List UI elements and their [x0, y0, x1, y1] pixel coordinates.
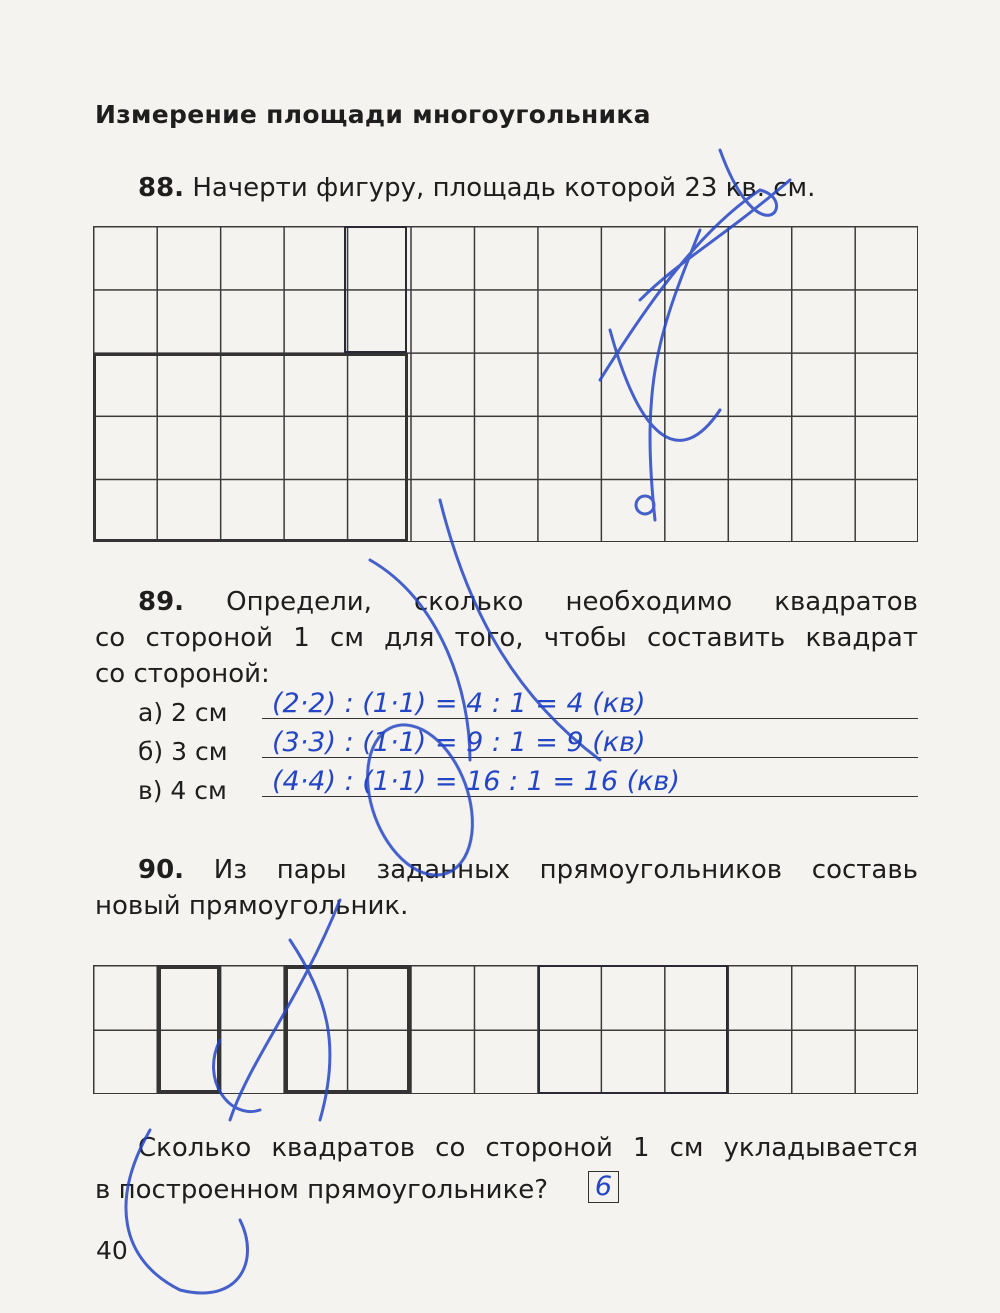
built-rectangle	[538, 965, 728, 1094]
task-90-answer-box[interactable]: 6	[588, 1171, 619, 1203]
task-90-number: 90.	[138, 855, 185, 885]
task-90-question-line2: в построенном прямоугольнике?	[95, 1175, 549, 1205]
task-89-line3: со стороной:	[95, 659, 270, 689]
task-88	[138, 170, 858, 206]
task-89-number: 89.	[138, 587, 185, 617]
task-89-text-1: Определи, сколько необходимо квадратов	[226, 587, 918, 617]
drawn-figure-body	[93, 353, 408, 542]
option-b-label: б) 3 см	[138, 737, 228, 766]
task-89-line1	[138, 584, 918, 620]
task-90-question-line1: Сколько квадратов со стороной 1 см укладывается	[138, 1133, 918, 1163]
task-90-text-1: Из пары заданных прямоугольников составь	[213, 855, 918, 885]
task-90-line1	[138, 852, 918, 888]
option-b-answer: (3·3) : (1·1) = 9 : 1 = 9 (кв)	[272, 727, 646, 758]
page-number: 40	[96, 1236, 128, 1265]
option-a-answer: (2·2) : (1·1) = 4 : 1 = 4 (кв)	[272, 688, 646, 719]
option-c-answer: (4·4) : (1·1) = 16 : 1 = 16 (кв)	[272, 766, 680, 797]
task-88-number: 88.	[138, 173, 185, 203]
page-heading: Измерение площади многоугольника	[95, 100, 651, 129]
option-c-label: в) 4 см	[138, 776, 227, 805]
given-rect-1	[157, 965, 221, 1094]
drawn-figure-top	[344, 226, 407, 353]
option-a-label: а) 2 см	[138, 698, 228, 727]
task-89-line2: со стороной 1 см для того, чтобы составить квадрат	[95, 623, 918, 653]
given-rect-2	[284, 965, 411, 1094]
task-90-line2: новый прямоугольник.	[95, 891, 409, 921]
task-88-text: Начерти фигуру, площадь которой 23 кв. см.	[192, 173, 816, 203]
